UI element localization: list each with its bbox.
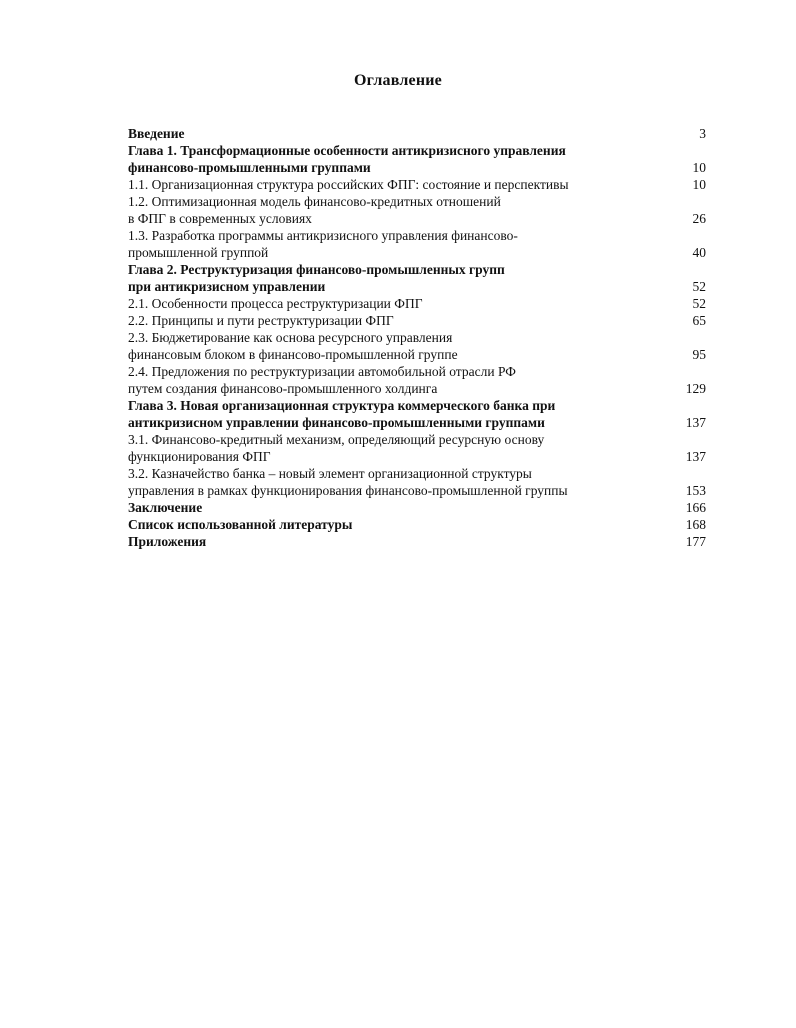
toc-section-entry xyxy=(128,312,706,329)
toc-entry-title xyxy=(128,329,676,363)
toc-entry-title-line: 2.3. Бюджетирование как основа ресурсного управления xyxy=(128,330,453,345)
toc-entry-title xyxy=(128,193,676,227)
toc-page-number: 10 xyxy=(692,160,706,175)
toc-page-number: 129 xyxy=(685,381,706,396)
toc-page-number: 95 xyxy=(692,347,706,362)
toc-entry-title-line: Заключение xyxy=(128,500,203,515)
toc-entry-title xyxy=(128,176,676,193)
table-of-contents xyxy=(128,125,706,550)
toc-entry-title-line: Приложения xyxy=(128,534,207,549)
toc-entry-title-line: Введение xyxy=(128,126,185,141)
toc-page-number: 168 xyxy=(685,517,706,532)
toc-entry-title xyxy=(128,312,676,329)
toc-entry-title-line: финансово-промышленными группами xyxy=(128,160,371,175)
toc-chapter-entry xyxy=(128,499,706,516)
toc-entry-title-line: 1.1. Организационная структура российских ФПГ: состояние и перспективы xyxy=(128,177,569,192)
toc-section-entry xyxy=(128,227,706,261)
toc-section-entry xyxy=(128,363,706,397)
toc-entry-title xyxy=(128,125,676,142)
toc-page-number: 153 xyxy=(685,483,706,498)
toc-entry-title xyxy=(128,499,676,516)
toc-section-entry xyxy=(128,465,706,499)
toc-entry-title-line: Глава 1. Трансформационные особенности антикризисного управления xyxy=(128,143,566,158)
toc-entry-title-line: путем создания финансово-промышленного холдинга xyxy=(128,381,438,396)
toc-entry-title-line: 1.2. Оптимизационная модель финансово-кредитных отношений xyxy=(128,194,501,209)
toc-entry-title-line: 2.2. Принципы и пути реструктуризации ФПГ xyxy=(128,313,394,328)
toc-entry-title-line: финансовым блоком в финансово-промышленной группе xyxy=(128,347,458,362)
toc-page-number: 65 xyxy=(692,313,706,328)
toc-section-entry xyxy=(128,431,706,465)
toc-page-number: 177 xyxy=(685,534,706,549)
toc-chapter-entry xyxy=(128,261,706,295)
toc-page-number: 52 xyxy=(692,279,706,294)
toc-page-number: 137 xyxy=(685,449,706,464)
toc-entry-title xyxy=(128,363,676,397)
toc-entry-title-line: антикризисном управлении финансово-промышленными группами xyxy=(128,415,545,430)
toc-chapter-entry xyxy=(128,516,706,533)
toc-page-number: 10 xyxy=(692,177,706,192)
toc-entry-title-line: 2.1. Особенности процесса реструктуризации ФПГ xyxy=(128,296,423,311)
toc-entry-title-line: при антикризисном управлении xyxy=(128,279,326,294)
toc-page-number: 137 xyxy=(685,415,706,430)
toc-entry-title-line: функционирования ФПГ xyxy=(128,449,271,464)
toc-entry-title-line: управления в рамках функционирования финансово-промышленной группы xyxy=(128,483,568,498)
toc-entry-title-line: 3.2. Казначейство банка – новый элемент организационной структуры xyxy=(128,466,532,481)
toc-entry-title-line: Глава 3. Новая организационная структура коммерческого банка при xyxy=(128,398,556,413)
toc-entry-title xyxy=(128,516,676,533)
toc-entry-title-line: 1.3. Разработка программы антикризисного управления финансово- xyxy=(128,228,518,243)
toc-page-number: 40 xyxy=(692,245,706,260)
toc-chapter-entry xyxy=(128,533,706,550)
toc-entry-title-line: промышленной группой xyxy=(128,245,269,260)
toc-entry-title xyxy=(128,295,676,312)
toc-entry-title xyxy=(128,431,676,465)
toc-page-number: 166 xyxy=(685,500,706,515)
toc-entry-title xyxy=(128,397,676,431)
toc-chapter-entry xyxy=(128,142,706,176)
toc-entry-title xyxy=(128,533,676,550)
toc-entry-title xyxy=(128,227,676,261)
toc-section-entry xyxy=(128,329,706,363)
toc-page-number: 26 xyxy=(692,211,706,226)
page-title: Оглавление xyxy=(354,72,442,89)
toc-entry-title-line: Список использованной литературы xyxy=(128,517,353,532)
toc-section-entry xyxy=(128,295,706,312)
toc-chapter-entry xyxy=(128,125,706,142)
toc-entry-title-line: 2.4. Предложения по реструктуризации автомобильной отрасли РФ xyxy=(128,364,516,379)
toc-page-number: 3 xyxy=(699,126,706,141)
toc-entry-title-line: в ФПГ в современных условиях xyxy=(128,211,312,226)
toc-page-number: 52 xyxy=(692,296,706,311)
toc-section-entry xyxy=(128,176,706,193)
toc-entry-title xyxy=(128,142,676,176)
toc-entry-title xyxy=(128,261,676,295)
toc-entry-title-line: 3.1. Финансово-кредитный механизм, определяющий ресурсную основу xyxy=(128,432,545,447)
toc-entry-title xyxy=(128,465,676,499)
toc-section-entry xyxy=(128,193,706,227)
toc-chapter-entry xyxy=(128,397,706,431)
toc-entry-title-line: Глава 2. Реструктуризация финансово-промышленных групп xyxy=(128,262,505,277)
